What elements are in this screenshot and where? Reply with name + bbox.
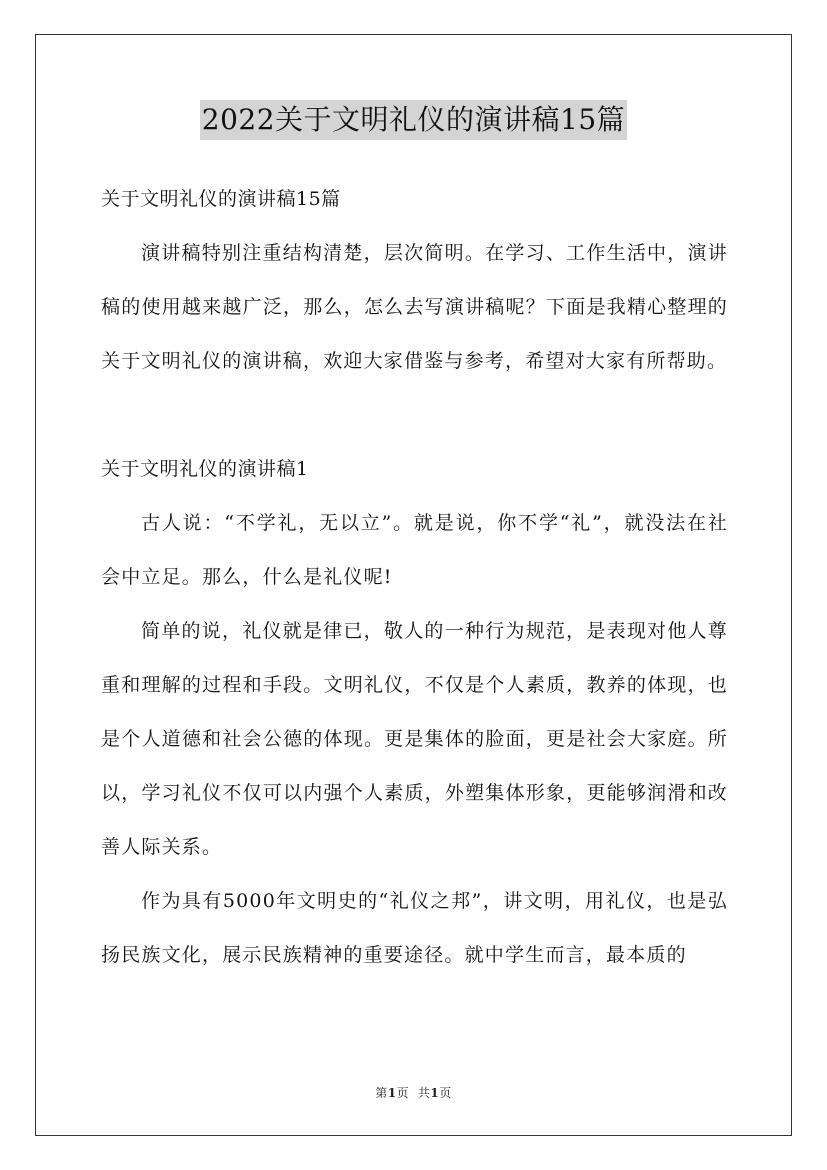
total-label: 页 xyxy=(439,1086,452,1100)
document-title: 2022关于文明礼仪的演讲稿15篇 xyxy=(200,100,627,140)
page-current: 1 xyxy=(387,1086,397,1100)
body-paragraph: 古人说：“不学礼，无以立”。就是说，你不学“礼”，就没法在社会中立足。那么，什么是礼仪呢! xyxy=(101,512,728,588)
total-pages: 1 xyxy=(430,1086,440,1100)
document-body xyxy=(101,172,728,982)
body-paragraph: 简单的说，礼仪就是律已，敬人的一种行为规范，是表现对他人尊重和理解的过程和手段。文明礼仪，不仅是个人素质，教养的体现，也是个人道德和社会公德的体现。更是集体的脸面，更是社会大家庭。所以，学习礼仪不仅可以内强个人素质，外塑集体形象，更能够润滑和改善人际关系。 xyxy=(101,620,728,858)
total-prefix: 共 xyxy=(417,1086,431,1100)
section-heading: 关于文明礼仪的演讲稿1 xyxy=(101,458,309,480)
page-prefix: 第 xyxy=(375,1086,388,1100)
document-subtitle: 关于文明礼仪的演讲稿15篇 xyxy=(101,188,341,210)
page-label: 页 xyxy=(396,1086,410,1100)
blank-line xyxy=(101,388,728,442)
page-footer xyxy=(0,1084,827,1101)
intro-paragraph: 演讲稿特别注重结构清楚，层次简明。在学习、工作生活中，演讲稿的使用越来越广泛，那么，怎么去写演讲稿呢？下面是我精心整理的关于文明礼仪的演讲稿，欢迎大家借鉴与参考，希望对大家有所帮助。 xyxy=(101,242,728,372)
body-paragraph: 作为具有5000年文明史的“礼仪之邦”，讲文明，用礼仪，也是弘扬民族文化，展示民族精神的重要途径。就中学生而言，最本质的 xyxy=(101,890,728,966)
title-container xyxy=(0,100,827,140)
